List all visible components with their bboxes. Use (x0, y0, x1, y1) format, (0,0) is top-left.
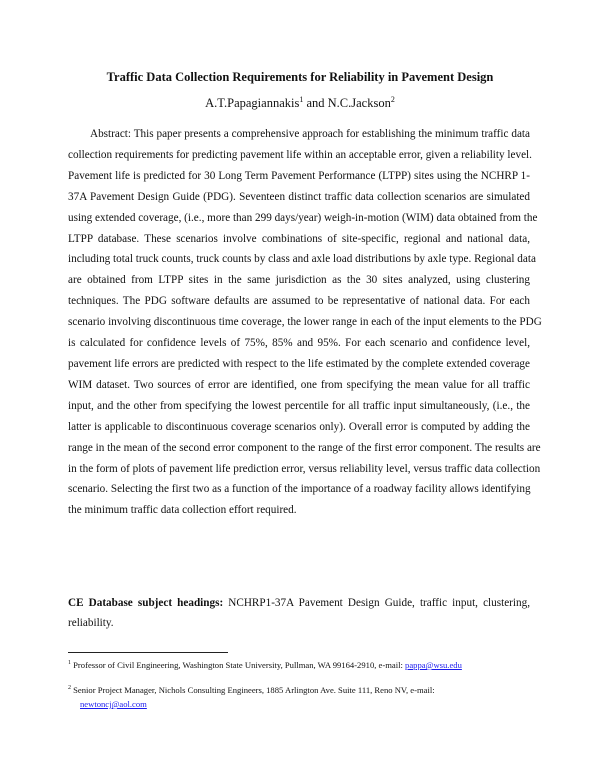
abstract-line: 37A Pavement Design Guide (PDG). Seventeen distinct traffic data collection scenarios are simulated (68, 190, 530, 203)
footnote-1-email-link[interactable]: pappa@wsu.edu (405, 660, 462, 670)
author-2: N.C.Jackson (327, 96, 391, 110)
author-1: A.T.Papagiannakis (205, 96, 300, 110)
footnote-2-mark: 2 (68, 685, 71, 692)
abstract-line: latter is applicable to discontinuous coverage scenarios only). Overall error is computed by adding the (68, 420, 530, 433)
paper-title: Traffic Data Collection Requirements for Reliability in Pavement Design (106, 70, 494, 84)
author-1-affiliation-mark: 1 (299, 94, 304, 104)
subject-headings-text-cont: reliability. (68, 617, 114, 629)
abstract-line: using extended coverage, (i.e., more than 299 days/year) weigh-in-motion (WIM) data obtained from the (68, 211, 538, 224)
footnote-2-text: Senior Project Manager, Nichols Consulting Engineers, 1885 Arlington Ave. Suite 111, Reno NV, e-mail: (71, 685, 435, 695)
abstract-line: scenario involving discontinuous time coverage, the lower range in each of the input elements to the PDG (68, 316, 542, 329)
subject-headings-text: NCHRP1-37A Pavement Design Guide, traffic input, clustering, (223, 597, 530, 609)
abstract-line: range in the mean of the second error component to the range of the first error component. The results are (68, 441, 541, 454)
abstract-line: scenario. Selecting the first two as a function of the importance of a roadway facility allows identifying (68, 483, 531, 496)
abstract-line: the minimum traffic data collection effort required. (68, 504, 297, 517)
abstract-line: WIM dataset. Two sources of error are identified, one from specifying the mean value for all traffic (68, 378, 530, 391)
subject-headings (68, 593, 530, 633)
abstract-line: is calculated for confidence levels of 75%, 85% and 95%. For each scenario and confidence level, (68, 337, 530, 350)
subject-headings-label: CE Database subject headings: (68, 597, 224, 609)
abstract-line: Pavement life is predicted for 30 Long Term Pavement Performance (LTPP) sites using the NCHRP 1- (68, 169, 530, 182)
footnote-divider (68, 652, 228, 653)
footnote-1-text: Professor of Civil Engineering, Washington State University, Pullman, WA 99164-2910, e-mail: (71, 660, 406, 670)
author-conjunction: and (303, 96, 328, 110)
footnote-1-mark: 1 (68, 660, 71, 667)
abstract-line: collection requirements for predicting pavement life within an acceptable error, given a reliability level. (68, 148, 532, 161)
author-2-affiliation-mark: 2 (390, 94, 395, 104)
abstract-line-text: Abstract: This paper presents a comprehensive approach for establishing the minimum traffic data (90, 128, 530, 140)
abstract-paragraph (68, 124, 542, 521)
footnote-1 (68, 658, 530, 672)
abstract-line: input, and the other from specifying the lowest percentile for all traffic input simultaneously, (i.e., the (68, 399, 530, 412)
footnote-2-email-link[interactable]: newtoncj@aol.com (80, 699, 147, 709)
author-line (0, 96, 600, 111)
abstract-line (68, 124, 530, 145)
abstract-line: LTPP database. These scenarios involve combinations of site-specific, regional and national data, (68, 232, 530, 245)
abstract-line: techniques. The PDG software defaults are assumed to be representative of national data. For each (68, 295, 530, 308)
abstract-line: in the form of plots of pavement life prediction error, versus reliability level, versus traffic data collection (68, 462, 541, 475)
abstract-line: including total truck counts, truck counts by class and axle load distributions by axle type. Regional data (68, 253, 536, 266)
abstract-line: are obtained from LTPP sites in the same jurisdiction as the 30 sites analyzed, using clustering (68, 274, 530, 287)
abstract-line: pavement life errors are predicted with respect to the life estimated by the complete extended coverage (68, 357, 530, 370)
footnote-2 (68, 683, 530, 711)
